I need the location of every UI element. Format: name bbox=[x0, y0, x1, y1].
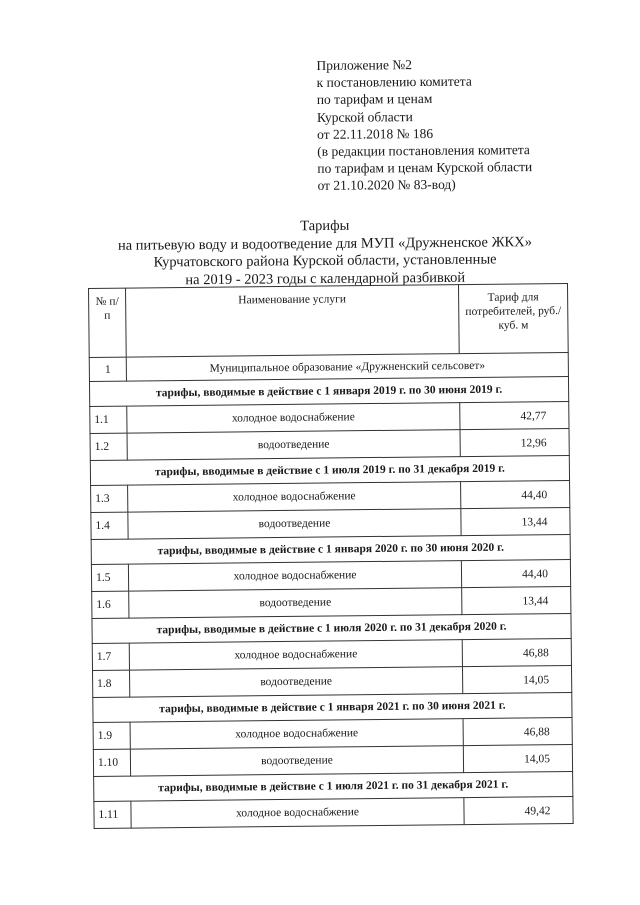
title-line: Тарифы bbox=[300, 217, 350, 235]
row-tariff-value: 44,40 bbox=[461, 480, 570, 508]
appendix-line: от 21.10.2020 № 83-вод) bbox=[317, 177, 456, 194]
row-service-name: холодное водоснабжение bbox=[131, 798, 464, 828]
header-name: Наименование услуги bbox=[126, 285, 460, 357]
appendix-line: от 22.11.2018 № 186 bbox=[317, 125, 434, 142]
tariff-table bbox=[88, 283, 574, 829]
row-num: 1.5 bbox=[91, 564, 128, 591]
period-title: тарифы, вводимые в действие с 1 января 2020 г. по 30 июня 2020 г. bbox=[91, 534, 570, 564]
row-num: 1.7 bbox=[92, 643, 129, 670]
period-title: тарифы, вводимые в действие с 1 июля 2021 г. по 31 декабря 2021 г. bbox=[94, 771, 573, 801]
row-num: 1.9 bbox=[93, 722, 130, 749]
table-body bbox=[89, 352, 573, 828]
header-num: № п/п bbox=[89, 288, 127, 357]
period-title: тарифы, вводимые в действие с 1 июля 2019 г. по 31 декабря 2019 г. bbox=[90, 455, 569, 485]
row-service-name: водоотведение bbox=[130, 746, 463, 776]
appendix-line: Приложение №2 bbox=[316, 57, 413, 73]
row-service-name: водоотведение bbox=[127, 430, 460, 460]
table-row bbox=[94, 796, 573, 828]
row-tariff-value: 13,44 bbox=[462, 586, 571, 614]
title-line: на 2019 - 2023 годы с календарной разбивкой bbox=[185, 269, 466, 288]
table-header-row bbox=[89, 283, 569, 357]
appendix-line: Курской области bbox=[316, 108, 413, 125]
period-title: тарифы, вводимые в действие с 1 января 2021 г. по 30 июня 2021 г. bbox=[93, 692, 572, 722]
row-num: 1.11 bbox=[94, 801, 131, 828]
row-service-name: холодное водоснабжение bbox=[130, 719, 463, 749]
row-tariff-value: 46,88 bbox=[463, 717, 572, 745]
row-service-name: водоотведение bbox=[129, 588, 462, 618]
title-line: на питьевую воду и водоотведение для МУП «Дружненское ЖКХ» bbox=[117, 233, 532, 254]
row-num: 1.6 bbox=[92, 591, 129, 618]
appendix-line: к постановлению комитета bbox=[316, 73, 472, 91]
title-line: Курчатовского района Курской области, установленные bbox=[153, 251, 497, 271]
row-service-name: холодное водоснабжение bbox=[128, 561, 461, 591]
row-service-name: водоотведение bbox=[130, 667, 463, 697]
row-tariff-value: 46,88 bbox=[462, 638, 571, 666]
tariff-table-wrap bbox=[88, 283, 574, 829]
row-tariff-value: 14,05 bbox=[463, 744, 572, 772]
row-tariff-value: 14,05 bbox=[462, 665, 571, 693]
row-service-name: холодное водоснабжение bbox=[129, 640, 462, 670]
document-title bbox=[100, 216, 551, 290]
row-num: 1.3 bbox=[91, 485, 128, 512]
appendix-line: по тарифам и ценам Курской области bbox=[317, 159, 533, 177]
period-title: тарифы, вводимые в действие с 1 января 2019 г. по 30 июня 2019 г. bbox=[89, 376, 568, 406]
appendix-block bbox=[316, 55, 532, 194]
appendix-line: (в редакции постановления комитета bbox=[317, 142, 530, 159]
row-tariff-value: 13,44 bbox=[461, 507, 570, 535]
group-name: Муниципальное образование «Дружненский сельсовет» bbox=[126, 352, 568, 381]
row-service-name: холодное водоснабжение bbox=[127, 403, 460, 433]
appendix-line: по тарифам и ценам bbox=[316, 91, 433, 108]
row-tariff-value: 44,40 bbox=[461, 559, 570, 587]
row-num: 1.8 bbox=[93, 670, 130, 697]
period-title: тарифы, вводимые в действие с 1 июля 2020 г. по 31 декабря 2020 г. bbox=[92, 613, 571, 643]
group-num: 1 bbox=[89, 357, 126, 381]
row-tariff-value: 49,42 bbox=[464, 796, 573, 824]
header-tariff: Тариф для потребителей, руб./куб. м bbox=[458, 283, 568, 353]
row-service-name: водоотведение bbox=[128, 509, 461, 539]
row-tariff-value: 12,96 bbox=[460, 428, 569, 456]
row-num: 1.10 bbox=[93, 749, 130, 776]
row-num: 1.1 bbox=[90, 406, 127, 433]
row-service-name: холодное водоснабжение bbox=[128, 482, 461, 512]
row-tariff-value: 42,77 bbox=[460, 401, 569, 429]
row-num: 1.2 bbox=[90, 433, 127, 460]
row-num: 1.4 bbox=[91, 512, 128, 539]
